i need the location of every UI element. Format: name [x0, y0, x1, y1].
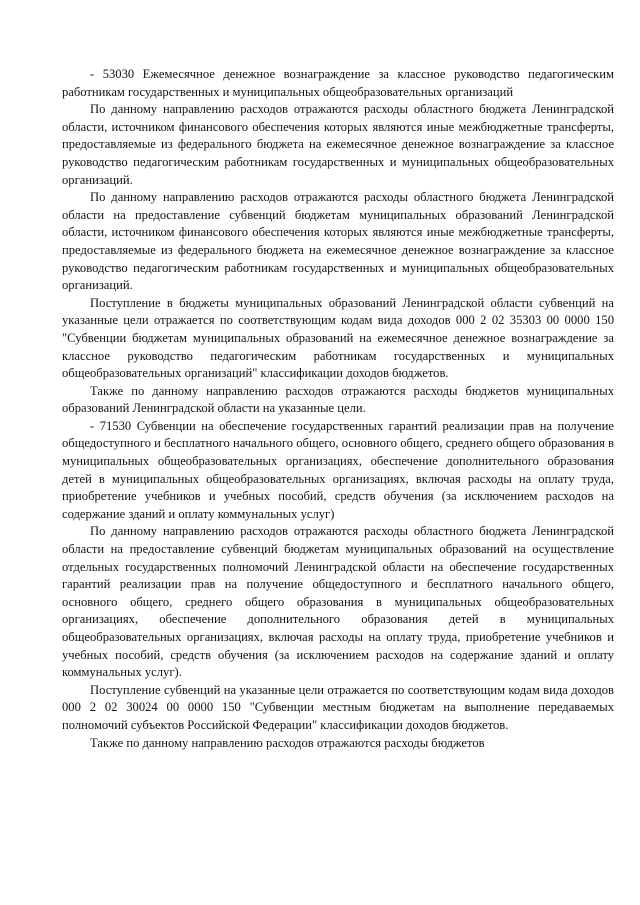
paragraph-regional-subventions: По данному направлению расходов отражаются расходы областного бюджета Ленинградской области на предоставление субвенций бюджетам муниципальных образований на осуществление отдельных государственных полномочий Ленинградской области на обеспечение государственных гарантий реализации прав на получение общедоступного и бесплатного начального общего, основного общего, среднего общего образования в муниципальных общеобразовательных организациях, обеспечение дополнительного образования детей в муниципальных общеобразовательных организациях, включая расходы на оплату труда, приобретение учебников и учебных пособий, средств обучения (за исключением расходов на содержание зданий и оплату коммунальных услуг).: [62, 524, 614, 680]
document-page: [62, 66, 614, 752]
paragraph-71530-heading: - 71530 Субвенции на обеспечение государственных гарантий реализации прав на получение общедоступного и бесплатного начального общего, основного общего, среднего общего образования в муниципальных общеобразовательных организациях, обеспечение дополнительного образования детей в муниципальных общеобразовательных организациях, включая расходы на оплату труда, приобретение учебников и учебных пособий, средств обучения (за исключением расходов на содержание зданий и оплату коммунальных услуг): [62, 418, 614, 521]
paragraph-federal-transfers: По данному направлению расходов отражаются расходы областного бюджета Ленинградской области, источником финансового обеспечения которых являются иные межбюджетные трансферты, предоставляемые из федерального бюджета на ежемесячное денежное вознаграждение за классное руководство педагогическим работникам государственных и муниципальных общеобразовательных организаций.: [62, 102, 614, 187]
paragraph-53030-heading: - 53030 Ежемесячное денежное вознаграждение за классное руководство педагогическим работникам государственных и муниципальных общеобразовательных организаций: [62, 67, 614, 99]
paragraph-subventions-municipal: По данному направлению расходов отражаются расходы областного бюджета Ленинградской области на предоставление субвенций бюджетам муниципальных образований Ленинградской области, источником финансового обеспечения которых являются иные межбюджетные трансферты, предоставляемые из федерального бюджета на ежемесячное денежное вознаграждение за классное руководство педагогическим работникам государственных и муниципальных общеобразовательных организаций.: [62, 190, 614, 293]
paragraph-income-code-35303: Поступление в бюджеты муниципальных образований Ленинградской области субвенций на указанные цели отражается по соответствующим кодам вида доходов 000 2 02 35303 00 0000 150 "Субвенции бюджетам муниципальных образований на ежемесячное денежное вознаграждение за классное руководство педагогическим работникам государственных и муниципальных общеобразовательных организаций" классификации доходов бюджетов.: [62, 295, 614, 381]
paragraph-continued: Также по данному направлению расходов отражаются расходы бюджетов: [90, 735, 485, 750]
paragraph-municipal-expenses: Также по данному направлению расходов отражаются расходы бюджетов муниципальных образований Ленинградской области на указанные цели.: [62, 383, 614, 416]
paragraph-income-code-30024: Поступление субвенций на указанные цели отражается по соответствующим кодам вида доходов 000 2 02 30024 00 0000 150 "Субвенции местным бюджетам на выполнение передаваемых полномочий субъектов Российской Федерации" классификации доходов бюджетов.: [62, 682, 614, 732]
